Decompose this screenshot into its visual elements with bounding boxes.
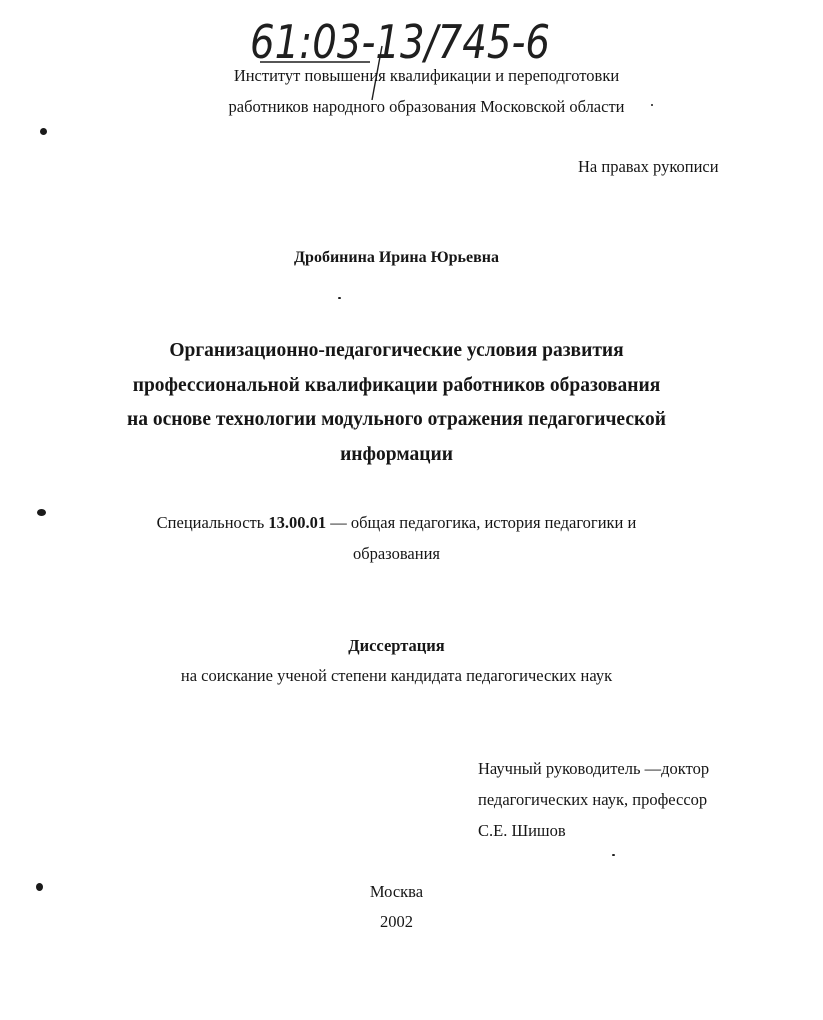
year: 2002 <box>380 912 413 931</box>
scan-speck <box>36 883 43 891</box>
institution-line-1: Институт повышения квалификации и переподготовки <box>233 66 620 85</box>
degree-line: на соискание ученой степени кандидата педагогических наук <box>180 666 613 685</box>
title-line-1: Организационно-педагогические условия развития <box>169 340 624 361</box>
handwritten-archive-code <box>240 4 570 70</box>
supervisor-line-1: Научный руководитель —доктор <box>478 759 710 778</box>
rights-note: На правах рукописи <box>578 157 719 176</box>
scan-speck <box>40 128 47 135</box>
scan-speck <box>37 509 46 516</box>
specialty-line-2: образования <box>352 544 441 563</box>
scan-speck <box>612 854 615 856</box>
specialty-code: 13.00.01 <box>268 513 327 532</box>
institution-line-2: работников народного образования Московской области <box>228 97 625 116</box>
specialty-line-1 <box>0 513 793 533</box>
scan-speck <box>651 104 653 106</box>
city: Москва <box>369 882 424 901</box>
dissertation-title <box>0 334 793 472</box>
scan-speck <box>338 297 341 299</box>
work-type-label: Диссертация <box>348 636 445 655</box>
title-line-4: информации <box>340 443 453 465</box>
title-line-3: на основе технологии модульного отражения педагогической <box>127 409 666 430</box>
specialty-description: — общая педагогика, история педагогики и <box>330 513 637 532</box>
title-line-2: профессиональной квалификации работников образования <box>132 374 661 396</box>
specialty-prefix: Специальность <box>156 513 265 532</box>
supervisor-line-3: С.Е. Шишов <box>478 821 566 840</box>
author-name: Дробинина Ирина Юрьевна <box>294 249 499 266</box>
supervisor-line-2: педагогических наук, профессор <box>478 790 708 809</box>
archive-code-text: 61:03-13/745-6 <box>250 15 550 69</box>
